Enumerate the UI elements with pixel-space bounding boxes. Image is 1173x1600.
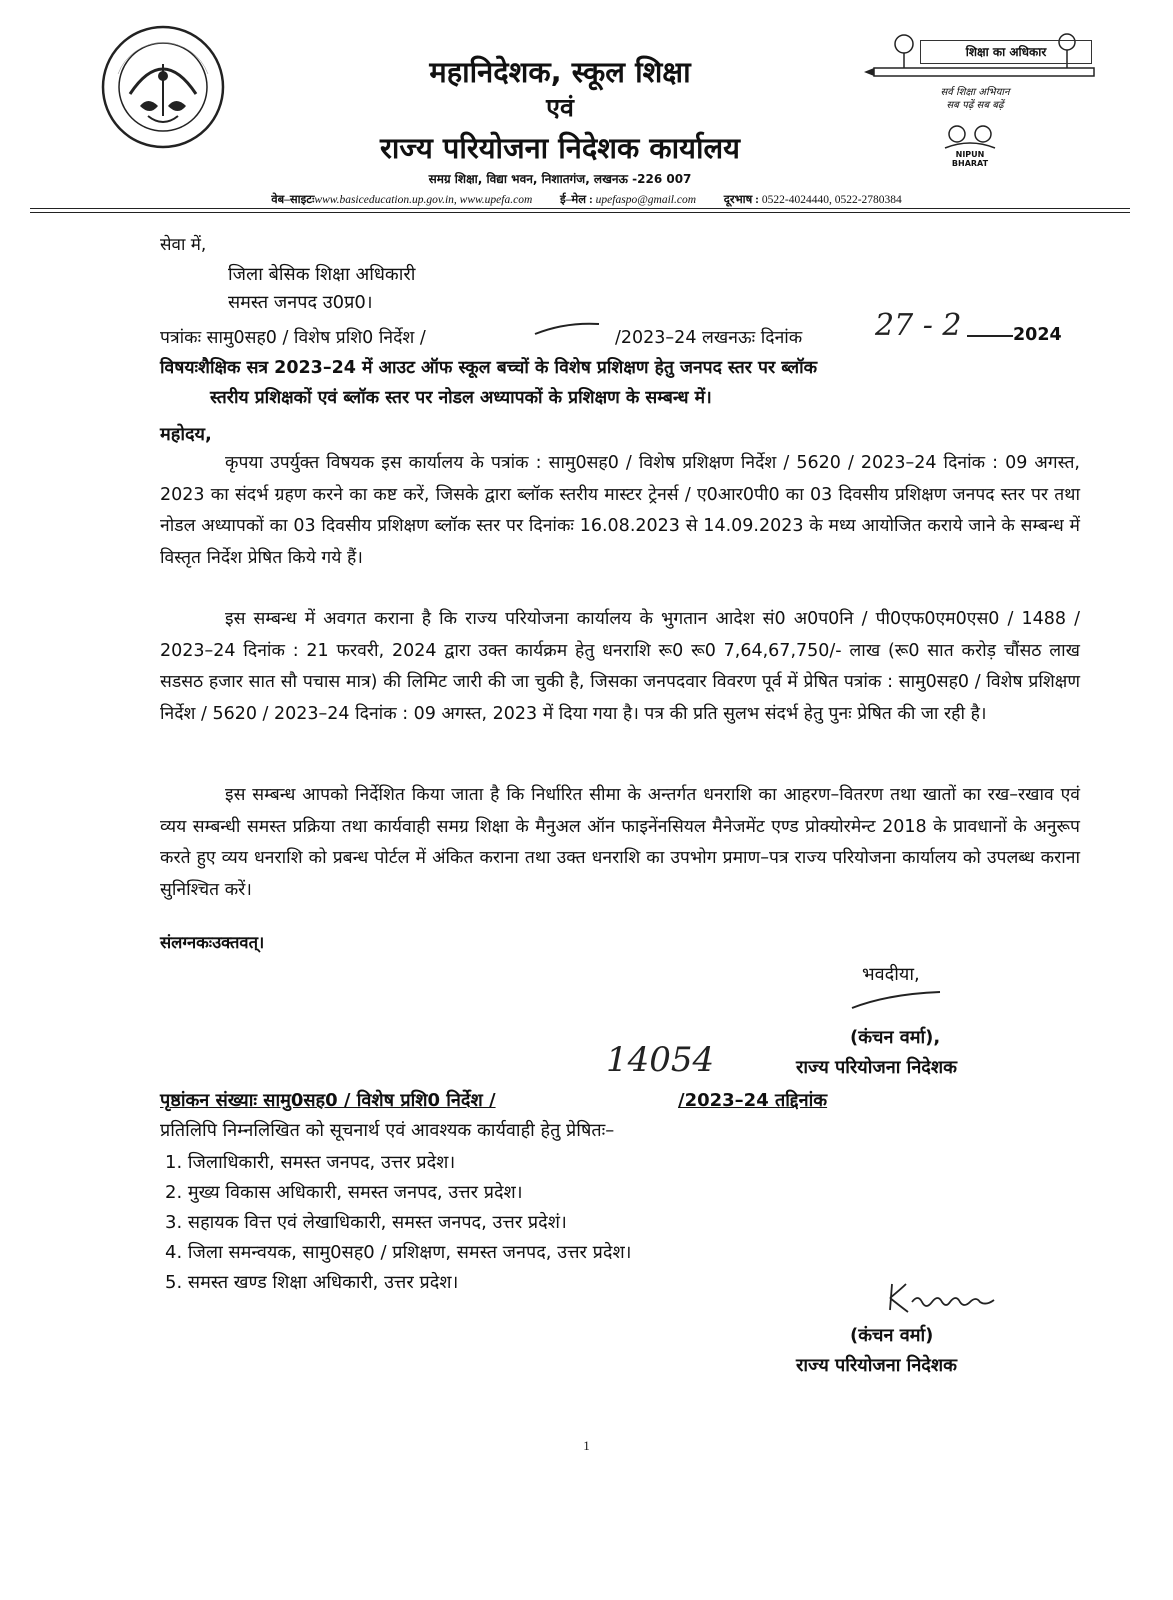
letterhead-title: महानिदेशक, स्कूल शिक्षा — [429, 55, 691, 89]
letterhead-address: समग्र शिक्षा, विद्या भवन, निशातगंज, लखनऊ -226 007 — [428, 172, 692, 186]
reference-year: 2024 — [1013, 325, 1062, 345]
phone-numbers: 0522-4024440, 0522-2780384 — [761, 194, 902, 206]
nipun-line1: NIPUN — [955, 150, 985, 159]
body-paragraph-3: इस सम्बन्ध आपको निर्देशित किया जाता है कि निर्धारित सीमा के अन्तर्गत धनराशि का आहरण–वितरण तथा खातों का रख–रखाव एवं व्यय सम्बन्धी समस्त प्रक्रिया तथा कार्यवाही समग्र शिक्षा के मैनुअल ऑन फाइनेंनसियल मैनेजमेंट एण्ड प्रोक्योरमेन्ट 2018 के प्रावधानों के अनुरूप करते हुए व्यय धनराशि को प्रबन्ध पोर्टल में अंकित कराना तथा उक्त धनराशि का उपभोग प्रमाण–पत्र राज्य परियोजना कार्यालय को उपलब्ध कराना सुनिश्चित करें। — [160, 785, 1080, 900]
handwritten-signature-icon — [878, 1278, 1018, 1318]
body-paragraph-1: कृपया उपर्युक्त विषयक इस कार्यालय के पत्रांक : सामु0सह0 / विशेष प्रशिक्षण निर्देश / 5620 / 2023–24 दिनांक : 09 अगस्त, 2023 का संदर्भ ग्रहण करने का कष्ट करें, जिसके द्वारा ब्लॉक स्तरीय मास्टर ट्रेनर्स / ए0आर0पी0 का 03 दिवसीय प्रशिक्षण जनपद स्तर पर तथा नोडल अध्यापकों का 03 दिवसीय प्रशिक्षण ब्लॉक स्तर पर दिनांकः 16.08.2023 से 14.09.2023 के मध्य आयोजित कराये जाने के सम्बन्ध में विस्तृत निर्देश प्रेषित किये गये हैं। — [160, 453, 1080, 568]
ssa-tagline-line1: सर्व शिक्षा अभियान — [940, 87, 1010, 98]
right-to-education-banner: शिक्षा का अधिकार — [920, 40, 1092, 64]
phone-label: दूरभाष : — [723, 194, 759, 206]
email-label: ई–मेल : — [560, 194, 593, 206]
page-number: 1 — [583, 1438, 590, 1453]
handwritten-date: 27 - 2 — [875, 308, 962, 343]
letterhead-divider-second — [30, 212, 1130, 213]
website-link[interactable]: www.basiceducation.up.gov.in, www.upefa.com — [314, 194, 533, 206]
up-government-emblem-icon — [100, 24, 226, 150]
signatory-name: (कंचन वर्मा), — [850, 1027, 941, 1048]
reference-number: पत्रांकः सामु0सह0 / विशेष प्रशि0 निर्देश / — [160, 328, 426, 348]
signatory-designation: राज्य परियोजना निदेशक — [796, 1057, 957, 1078]
endorsement-line: पृष्ठांकन संख्याः सामु0सह0 / विशेष प्रशि0 निर्देश / — [160, 1090, 496, 1111]
enclosure-note: संलग्नकःउक्तवत्। — [160, 933, 265, 952]
closing-bhavdiya: भवदीया, — [862, 964, 920, 985]
letterhead-office-title: राज्य परियोजना निदेशक कार्यालय — [380, 131, 740, 165]
reference-year-place: /2023–24 लखनऊः दिनांक — [615, 328, 803, 348]
nipun-bharat-text — [940, 150, 1000, 168]
recipient-item: 4. जिला समन्वयक, सामु0सह0 / प्रशिक्षण, समस्त जनपद, उत्तर प्रदेश। — [165, 1242, 632, 1263]
handwritten-dash-icon — [525, 320, 605, 340]
addressee-line2: समस्त जनपद उ0प्र0। — [228, 292, 373, 313]
date-underline-stroke-icon — [965, 330, 1015, 342]
ssa-tagline-line2: सब पढ़ें सब बढ़ें — [946, 100, 1004, 111]
signature-stroke-icon — [848, 988, 948, 1014]
letterhead-contact-line — [0, 192, 1173, 207]
addressee-line1: जिला बेसिक शिक्षा अधिकारी — [228, 264, 416, 285]
email-link[interactable]: upefaspo@gmail.com — [595, 194, 697, 206]
body-paragraph-2: इस सम्बन्ध में अवगत कराना है कि राज्य परियोजना कार्यालय के भुगतान आदेश सं0 अ0प0नि / पी0एफ0एम0एस0 / 1488 / 2023–24 दिनांक : 21 फरवरी, 2024 द्वारा उक्त कार्यक्रम हेतु धनराशि रू0 रू0 7,64,67,750/- लाख (रू0 सात करोड़ चौंसठ लाख सडसठ हजार सात सौ पचास मात्र) की लिमिट जारी की जा चुकी है, जिसका जनपदवार विवरण पूर्व में प्रेषित पत्रांक : सामु0सह0 / विशेष प्रशिक्षण निर्देश / 5620 / 2023–24 दिनांक : 09 अगस्त, 2023 में दिया गया है। पत्र की प्रति सुलभ संदर्भ हेतु पुनः प्रेषित की जा रही है। — [160, 609, 1080, 724]
recipient-item: 1. जिलाधिकारी, समस्त जनपद, उत्तर प्रदेश। — [165, 1152, 456, 1173]
ssa-tagline — [920, 86, 1030, 112]
endorsement-line-end: /2023–24 तद्दिनांक — [678, 1090, 828, 1111]
subject-line2: स्तरीय प्रशिक्षकों एवं ब्लॉक स्तर पर नोडल अध्यापकों के प्रशिक्षण के सम्बन्ध में। — [210, 388, 712, 408]
signatory-name-2: (कंचन वर्मा) — [850, 1325, 934, 1346]
recipient-item: 2. मुख्य विकास अधिकारी, समस्त जनपद, उत्तर प्रदेश। — [165, 1182, 523, 1203]
letterhead-conjunction: एवं — [546, 93, 574, 122]
website-label: वेब–साइटः — [271, 194, 315, 206]
endorsement-intro: प्रतिलिपि निम्नलिखित को सूचनार्थ एवं आवश्यक कार्यवाही हेतु प्रेषितः– — [160, 1120, 615, 1141]
salutation: महोदय, — [160, 424, 212, 445]
signatory-designation-2: राज्य परियोजना निदेशक — [796, 1355, 957, 1376]
seva-mein: सेवा में, — [160, 235, 207, 255]
subject-line1: विषयःशैक्षिक सत्र 2023–24 में आउट ऑफ स्कूल बच्चों के विशेष प्रशिक्षण हेतु जनपद स्तर पर ब्लॉक — [160, 358, 818, 378]
recipient-item: 5. समस्त खण्ड शिक्षा अधिकारी, उत्तर प्रदेश। — [165, 1272, 459, 1293]
handwritten-endorsement-number: 14054 — [606, 1040, 715, 1080]
letterhead-divider — [30, 208, 1130, 209]
recipient-item: 3. सहायक वित्त एवं लेखाधिकारी, समस्त जनपद, उत्तर प्रदेशं। — [165, 1212, 567, 1233]
nipun-line2: BHARAT — [951, 159, 989, 168]
